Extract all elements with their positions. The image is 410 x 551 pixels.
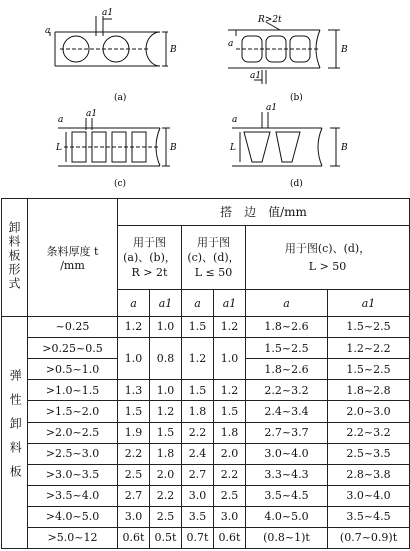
group-header: 搭 边 值/mm	[118, 199, 410, 226]
value-cell: 2.2	[118, 443, 150, 464]
value-cell: 1.5	[150, 422, 182, 443]
fig-b-r-label: R>2t	[258, 15, 282, 25]
value-cell: 3.5~4.5	[246, 485, 328, 506]
fig-b-caption: (b)	[290, 93, 303, 103]
figures-svg	[0, 0, 410, 198]
value-cell: 0.8	[150, 338, 182, 380]
value-cell: 1.0	[118, 338, 150, 380]
fig-d-a1-label: a1	[266, 103, 278, 113]
figure-c	[58, 118, 170, 166]
thickness-cell: ~0.25	[28, 317, 118, 338]
fig-c-a1-label: a1	[86, 109, 98, 119]
fig-d-a-label: a	[232, 115, 238, 125]
fig-a-b-label: B	[170, 45, 177, 55]
fig-c-caption: (c)	[114, 179, 127, 189]
value-cell: 2.5	[214, 485, 246, 506]
fig-b-a1-label: a1	[250, 71, 262, 81]
value-cell: 1.3	[118, 380, 150, 401]
value-cell: (0.8~1)t	[246, 527, 328, 548]
group-cd-small-line2: (c)、(d)，	[187, 251, 240, 265]
value-cell: 3.0~4.0	[328, 485, 410, 506]
fig-a-a-label: a	[45, 26, 51, 36]
row-group-label-text: 弹性卸料板	[8, 369, 23, 490]
value-cell: 2.5	[150, 506, 182, 527]
fig-d-caption: (d)	[290, 179, 303, 189]
value-cell: 2.7~3.7	[246, 422, 328, 443]
material-header	[2, 199, 28, 317]
value-cell: 3.5	[182, 506, 214, 527]
value-cell: (0.7~0.9)t	[328, 527, 410, 548]
sub-header-a1: a1	[214, 290, 246, 317]
value-cell: 1.8~2.8	[328, 380, 410, 401]
sub-header-a1: a1	[150, 290, 182, 317]
value-cell: 1.2	[118, 317, 150, 338]
value-cell: 3.0	[214, 506, 246, 527]
thickness-cell: >1.5~2.0	[28, 401, 118, 422]
value-cell: 2.0~3.0	[328, 401, 410, 422]
value-cell: 2.2	[150, 485, 182, 506]
value-cell: 3.0~4.0	[246, 443, 328, 464]
thickness-header-line1: 条料厚度 t	[46, 245, 99, 259]
group-cd-large-line1: 用于图(c)、(d)，	[284, 241, 371, 255]
thickness-cell: >1.0~1.5	[28, 380, 118, 401]
value-cell: 1.5	[214, 401, 246, 422]
strip-layout-figures	[0, 0, 410, 198]
value-cell: 1.8~2.6	[246, 359, 328, 380]
value-cell: 3.3~4.3	[246, 464, 328, 485]
figure-d	[232, 112, 340, 166]
value-cell: 2.0	[150, 464, 182, 485]
fig-b-a-label: a	[228, 39, 234, 49]
value-cell: 3.5~4.5	[328, 506, 410, 527]
value-cell: 2.7	[118, 485, 150, 506]
group-ab-line1: 用于图	[133, 236, 166, 250]
thickness-header	[28, 199, 118, 317]
group-ab-line3: R > 2t	[131, 266, 168, 280]
group-cd-small-line1: 用于图	[197, 236, 230, 250]
value-cell: 1.8	[150, 443, 182, 464]
group-ab-line2: (a)、(b)，	[123, 251, 176, 265]
value-cell: 2.2	[182, 422, 214, 443]
thickness-cell: >5.0~12	[28, 527, 118, 548]
thickness-cell: >2.0~2.5	[28, 422, 118, 443]
thickness-cell: >0.25~0.5	[28, 338, 118, 359]
value-cell: 2.2~3.2	[246, 380, 328, 401]
fig-c-l-label: L	[56, 143, 62, 153]
value-cell: 4.0~5.0	[246, 506, 328, 527]
value-cell: 1.5	[182, 380, 214, 401]
value-cell: 2.4~3.4	[246, 401, 328, 422]
value-cell: 2.7	[182, 464, 214, 485]
fig-b-b-label: B	[341, 45, 348, 55]
value-cell: 1.5	[118, 401, 150, 422]
thickness-cell: >3.5~4.0	[28, 485, 118, 506]
thickness-cell: >4.0~5.0	[28, 506, 118, 527]
group-cd-small-line3: L ≤ 50	[194, 266, 233, 280]
value-cell: 2.5~3.5	[328, 443, 410, 464]
value-cell: 1.5	[182, 317, 214, 338]
sub-header-a: a	[182, 290, 214, 317]
value-cell: 1.0	[150, 317, 182, 338]
thickness-cell: >3.0~3.5	[28, 464, 118, 485]
value-cell: 1.0	[214, 338, 246, 380]
value-cell: 1.9	[118, 422, 150, 443]
value-cell: 1.0	[150, 380, 182, 401]
fig-d-l-label: L	[230, 143, 236, 153]
value-cell: 1.2	[214, 317, 246, 338]
fig-a-a1-label: a1	[102, 8, 114, 18]
table-body	[2, 317, 410, 549]
material-header-text: 卸料板形式	[7, 221, 21, 292]
value-cell: 1.8~2.6	[246, 317, 328, 338]
value-cell: 0.6t	[118, 527, 150, 548]
figure-b	[228, 22, 340, 84]
thickness-header-line2: /mm	[60, 259, 85, 273]
value-cell: 1.5~2.5	[328, 317, 410, 338]
fig-c-a-label: a	[58, 115, 64, 125]
value-cell: 1.2	[182, 338, 214, 380]
value-cell: 1.2	[214, 380, 246, 401]
value-cell: 1.2	[150, 401, 182, 422]
value-cell: 2.0	[214, 443, 246, 464]
overlap-value-table	[1, 198, 410, 549]
value-cell: 3.0	[182, 485, 214, 506]
sub-header-a: a	[118, 290, 150, 317]
thickness-cell: >2.5~3.0	[28, 443, 118, 464]
group-cd-large-line2: L > 50	[308, 259, 347, 273]
fig-c-b-label: B	[170, 143, 177, 153]
group-header-cd-small	[182, 225, 246, 290]
fig-d-b-label: B	[341, 143, 348, 153]
value-cell: 0.6t	[214, 527, 246, 548]
sub-header-a1: a1	[328, 290, 410, 317]
value-cell: 1.8	[182, 401, 214, 422]
value-cell: 2.5	[118, 464, 150, 485]
value-cell: 1.8	[214, 422, 246, 443]
thickness-cell: >0.5~1.0	[28, 359, 118, 380]
value-cell: 1.5~2.5	[246, 338, 328, 359]
row-group-label	[2, 317, 28, 549]
value-cell: 0.5t	[150, 527, 182, 548]
figure-a	[50, 16, 168, 66]
value-cell: 0.7t	[182, 527, 214, 548]
group-header-cd-large	[246, 225, 410, 290]
value-cell: 2.4	[182, 443, 214, 464]
sub-header-a: a	[246, 290, 328, 317]
value-cell: 2.2	[214, 464, 246, 485]
value-cell: 1.2~2.2	[328, 338, 410, 359]
value-cell: 2.8~3.8	[328, 464, 410, 485]
value-cell: 2.2~3.2	[328, 422, 410, 443]
fig-a-caption: (a)	[114, 93, 127, 103]
group-header-ab	[118, 225, 182, 290]
value-cell: 1.5~2.5	[328, 359, 410, 380]
value-cell: 3.0	[118, 506, 150, 527]
